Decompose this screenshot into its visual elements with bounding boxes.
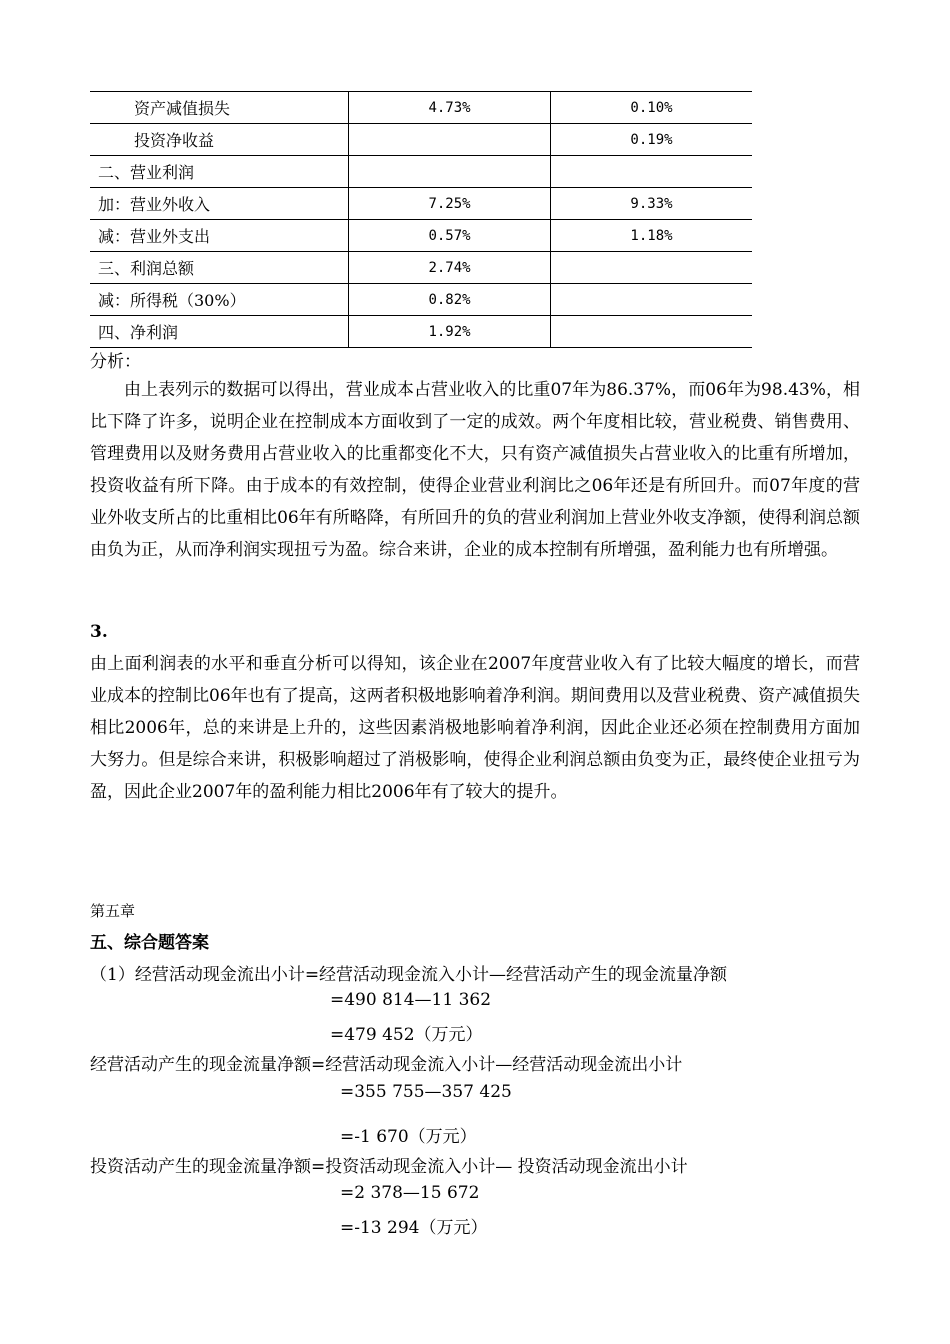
table-row [90, 252, 752, 284]
table-row [90, 156, 752, 188]
table-row [90, 220, 752, 252]
formula-line: =-1 670（万元） [340, 1127, 477, 1147]
row-label: 减：所得税（30%） [90, 284, 349, 316]
value-2007 [349, 124, 551, 156]
value-2006 [551, 156, 753, 188]
row-label: 三、利润总额 [90, 252, 349, 284]
row-label: 二、营业利润 [90, 156, 349, 188]
value-2006: 9.33% [551, 188, 753, 220]
row-label: 减：营业外支出 [90, 220, 349, 252]
value-2007: 1.92% [349, 316, 551, 348]
row-label: 加：营业外收入 [90, 188, 349, 220]
value-2007 [349, 156, 551, 188]
analysis-heading: 分析： [90, 352, 141, 372]
value-2006: 1.18% [551, 220, 753, 252]
value-2007: 7.25% [349, 188, 551, 220]
analysis-paragraph: 由上表列示的数据可以得出，营业成本占营业收入的比重07年为86.37%，而06年为98.43%，相比下降了许多，说明企业在控制成本方面收到了一定的成效。两个年度相比较，营业税费、销售费用、管理费用以及财务费用占营业收入的比重都变化不大，只有资产减值损失占营业收入的比重有所增加，投资收益有所下降。由于成本的有效控制，使得企业营业利润比之06年还是有所回升。而07年度的营业外收支所占的比重相比06年有所略降，有所回升的负的营业利润加上营业外收支净额，使得利润总额由负为正，从而净利润实现扭亏为盈。综合来讲，企业的成本控制有所增强，盈利能力也有所增强。 [90, 380, 860, 560]
value-2006: 0.19% [551, 124, 753, 156]
formula-line: =2 378—15 672 [340, 1183, 480, 1203]
value-2006 [551, 284, 753, 316]
formula-line: （1）经营活动现金流出小计=经营活动现金流入小计—经营活动产生的现金流量净额 [90, 965, 728, 985]
formula-line: =355 755—357 425 [340, 1082, 512, 1102]
table-row [90, 316, 752, 348]
formula-line: 投资活动产生的现金流量净额=投资活动现金流入小计— 投资活动现金流出小计 [90, 1157, 688, 1177]
formula-line: =490 814—11 362 [330, 990, 492, 1010]
chapter-title: 第五章 [90, 902, 136, 920]
table-row [90, 124, 752, 156]
row-label: 四、净利润 [90, 316, 349, 348]
value-2007: 0.57% [349, 220, 551, 252]
value-2006 [551, 316, 753, 348]
value-2006: 0.10% [551, 92, 753, 124]
value-2007: 0.82% [349, 284, 551, 316]
formula-line: =-13 294（万元） [340, 1218, 488, 1238]
section-3-paragraph: 由上面利润表的水平和垂直分析可以得知，该企业在2007年度营业收入有了比较大幅度的增长，而营业成本的控制比06年也有了提高，这两者积极地影响着净利润。期间费用以及营业税费、资产减值损失相比2006年，总的来讲是上升的，这些因素消极地影响着净利润，因此企业还必须在控制费用方面加大努力。但是综合来讲，积极影响超过了消极影响，使得企业利润总额由负变为正，最终使企业扭亏为盈，因此企业2007年的盈利能力相比2006年有了较大的提升。 [90, 654, 860, 802]
table-row [90, 188, 752, 220]
formula-line: 经营活动产生的现金流量净额=经营活动现金流入小计—经营活动现金流出小计 [90, 1055, 683, 1075]
chapter-heading: 五、综合题答案 [90, 933, 209, 953]
value-2007: 2.74% [349, 252, 551, 284]
formula-line: =479 452（万元） [330, 1025, 483, 1045]
table-row [90, 92, 752, 124]
income-structure-table [90, 91, 752, 348]
row-label: 投资净收益 [90, 124, 349, 156]
section-3-number: 3. [90, 622, 108, 642]
value-2006 [551, 252, 753, 284]
value-2007: 4.73% [349, 92, 551, 124]
row-label: 资产减值损失 [90, 92, 349, 124]
table-row [90, 284, 752, 316]
